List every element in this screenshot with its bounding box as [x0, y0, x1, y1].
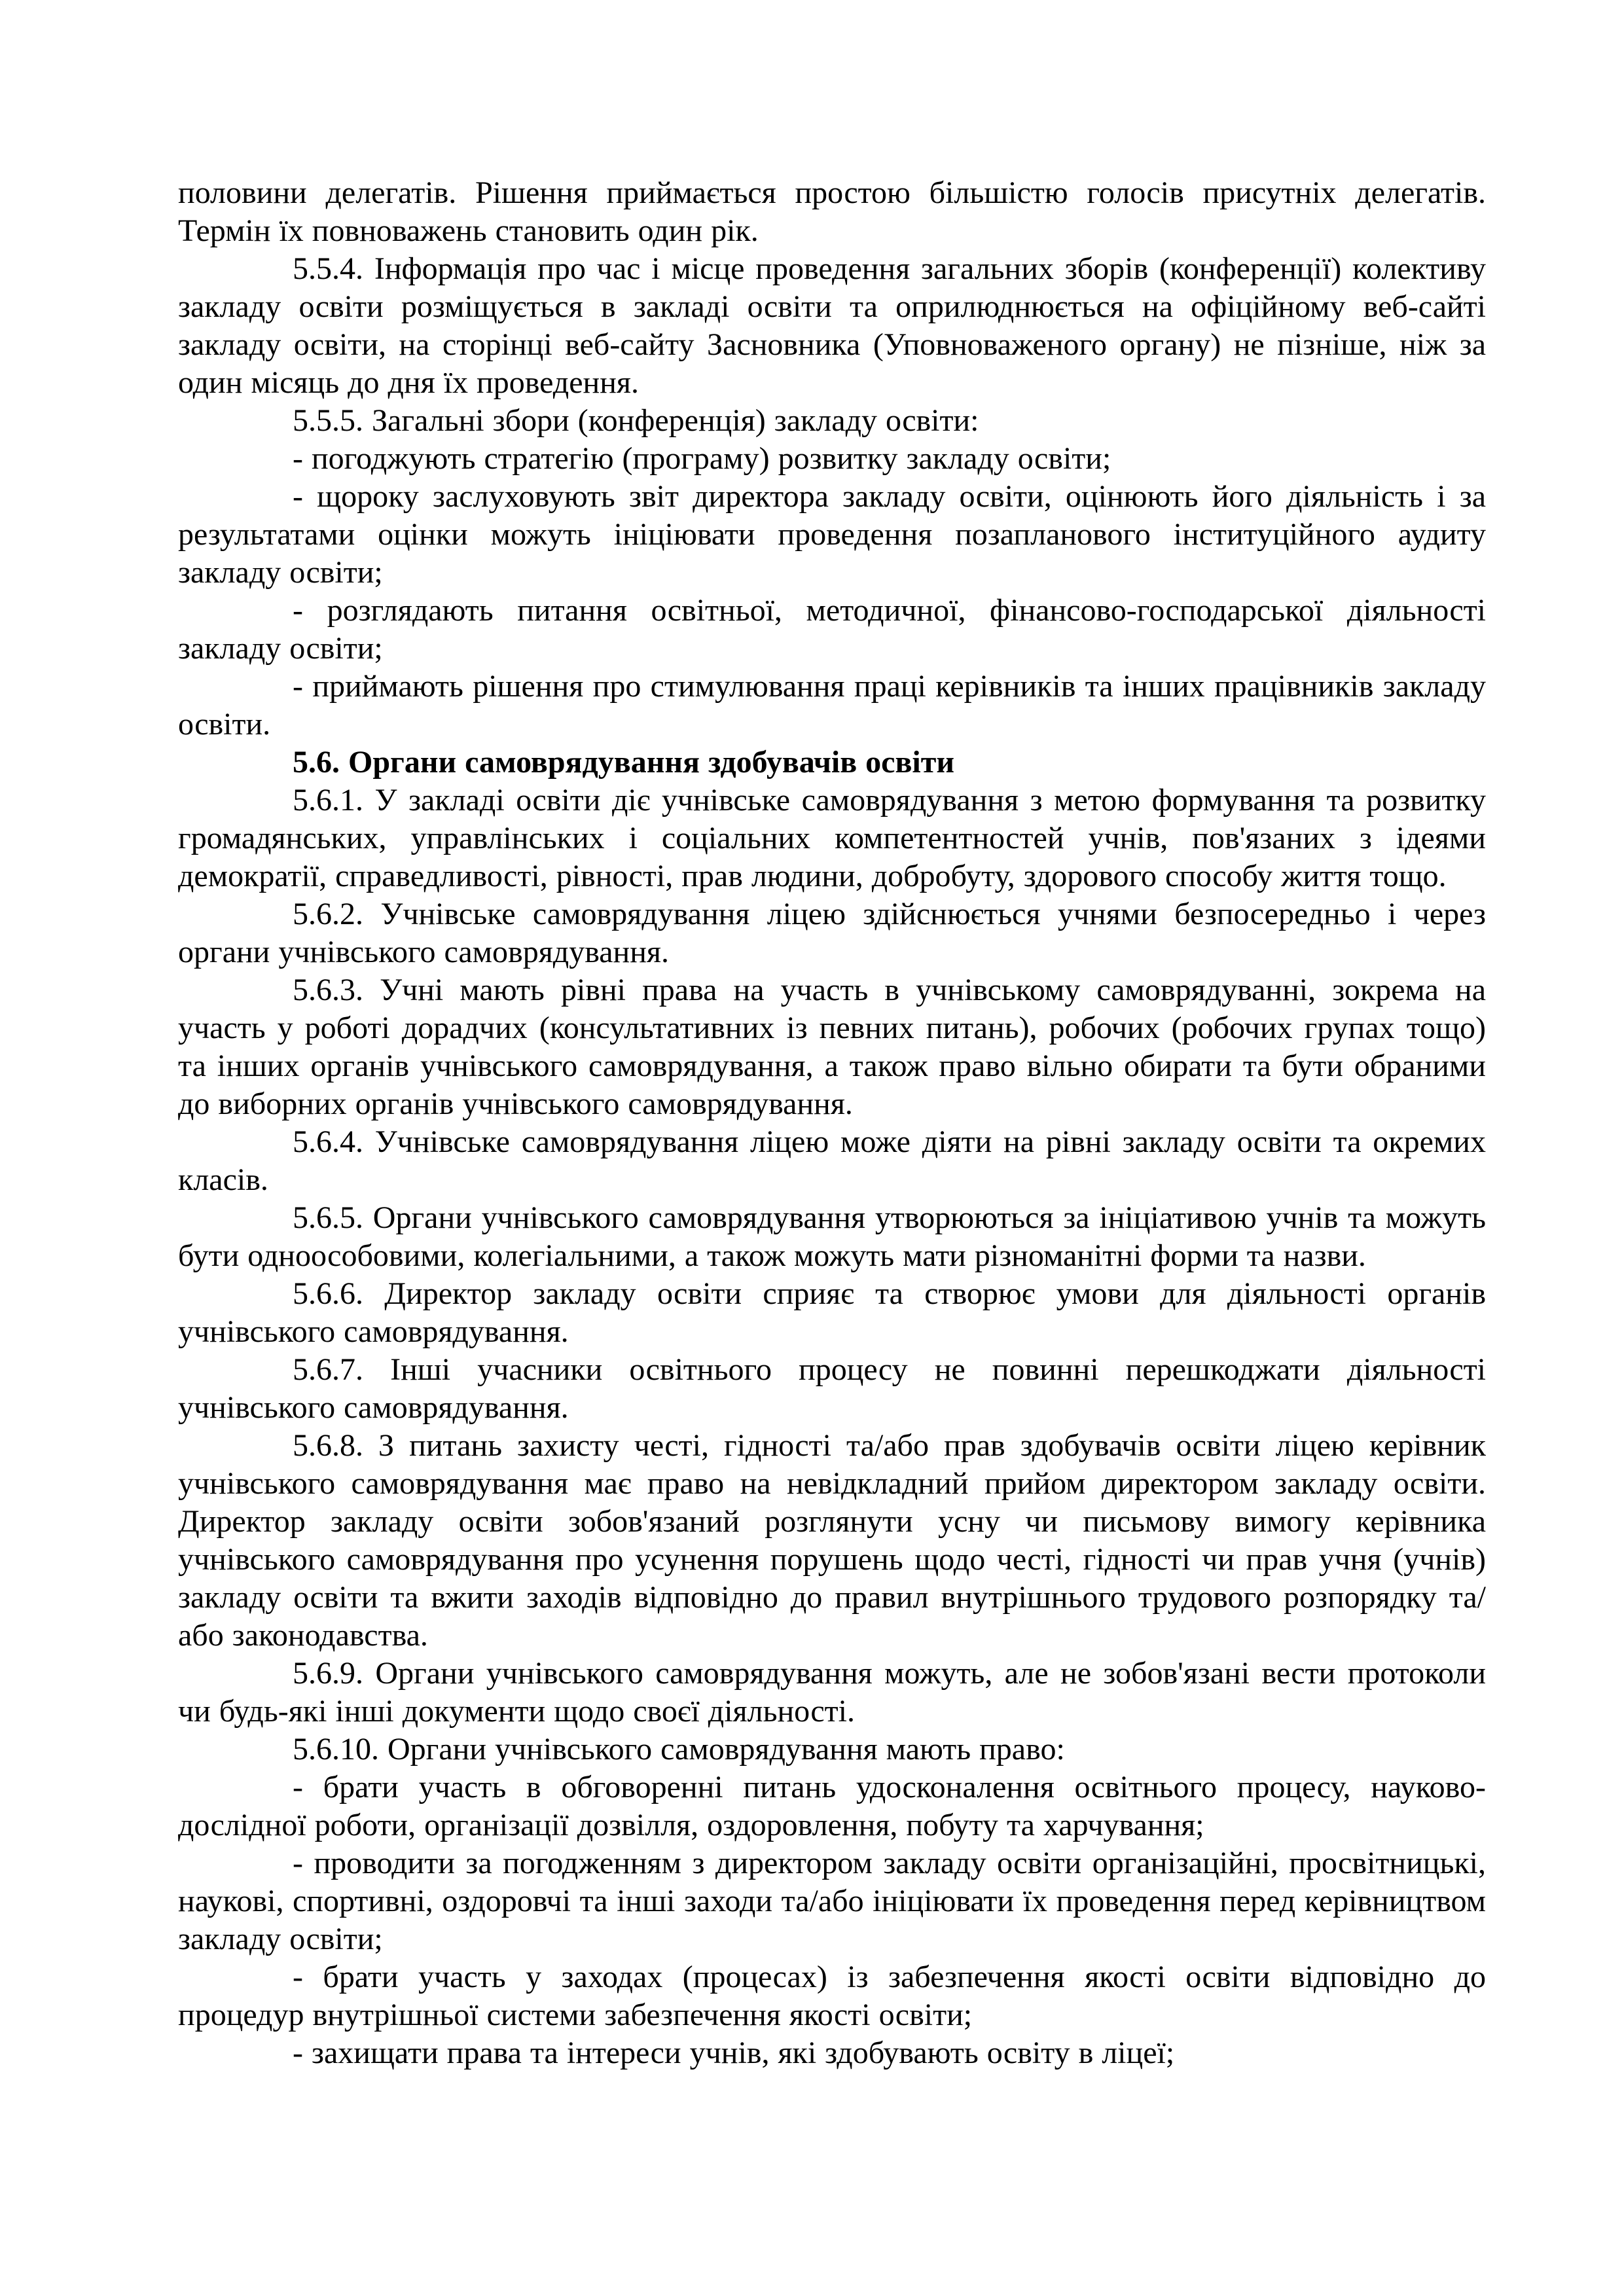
paragraph-5-6-8: 5.6.8. З питань захисту честі, гідності та/або прав здобувачів освіти ліцею керівник учнівського самоврядування має право на невідкладний прийом директором закладу освіти. Директор закладу освіти зобов'язаний розглянути усну чи письмову вимогу керівника учнівського самоврядування про усунення порушень щодо честі, гідності чи прав учня (учнів) закладу освіти та вжити заходів відповідно до правил внутрішнього трудового розпорядку та/або законодавства.	[178, 1428, 1486, 1653]
paragraph-5-6-2: 5.6.2. Учнівське самоврядування ліцею здійснюється учнями безпосередньо і через органи учнівського самоврядування.	[178, 897, 1486, 969]
list-item: - брати участь у заходах (процесах) із забезпечення якості освіти відповідно до процедур внутрішньої системи забезпечення якості освіти;	[178, 1960, 1486, 2032]
list-item: - розглядають питання освітньої, методичної, фінансово-господарської діяльності закладу освіти;	[178, 593, 1486, 666]
list-item: - щороку заслуховують звіт директора закладу освіти, оцінюють його діяльність і за результатами оцінки можуть ініціювати проведення позапланового інституційного аудиту закладу освіти;	[178, 479, 1486, 590]
list-item: - приймають рішення про стимулювання праці керівників та інших працівників закладу освіти.	[178, 669, 1486, 742]
document-body	[178, 174, 1486, 2072]
list-item: - проводити за погодженням з директором закладу освіти організаційні, просвітницькі, наукові, спортивні, оздоровчі та інші заходи та/або ініціювати їх проведення перед керівництвом закладу освіти;	[178, 1846, 1486, 1956]
section-heading-5-6: 5.6. Органи самоврядування здобувачів освіти	[293, 745, 954, 780]
paragraph-5-6-3: 5.6.3. Учні мають рівні права на участь в учнівському самоврядуванні, зокрема на участь у роботі дорадчих (консультативних із певних питань), робочих (робочих групах тощо) та інших органів учнівського самоврядування, а також право вільно обирати та бути обраними до виборних органів учнівського самоврядування.	[178, 973, 1486, 1121]
list-item: - брати участь в обговоренні питань удосконалення освітнього процесу, науково-дослідної роботи, організації дозвілля, оздоровлення, побуту та харчування;	[178, 1770, 1486, 1842]
paragraph-5-5-5: 5.5.5. Загальні збори (конференція) закладу освіти:	[293, 403, 979, 438]
list-item: - захищати права та інтереси учнів, які здобувають освіту в ліцеї;	[293, 2036, 1175, 2070]
paragraph-5-6-4: 5.6.4. Учнівське самоврядування ліцею може діяти на рівні закладу освіти та окремих класів.	[178, 1124, 1486, 1197]
list-item: - погоджують стратегію (програму) розвитку закладу освіти;	[293, 441, 1111, 476]
paragraph-5-6-7: 5.6.7. Інші учасники освітнього процесу не повинні перешкоджати діяльності учнівського самоврядування.	[178, 1352, 1486, 1425]
paragraph-5-6-6: 5.6.6. Директор закладу освіти сприяє та створює умови для діяльності органів учнівського самоврядування.	[178, 1276, 1486, 1349]
paragraph-5-6-5: 5.6.5. Органи учнівського самоврядування утворюються за ініціативою учнів та можуть бути одноособовими, колегіальними, а також можуть мати різноманітні форми та назви.	[178, 1200, 1486, 1273]
paragraph-5-5-4: 5.5.4. Інформація про час і місце проведення загальних зборів (конференції) колективу закладу освіти розміщується в закладі освіти та оприлюднюється на офіційному веб-сайті закладу освіти, на сторінці веб-сайту Засновника (Уповноваженого органу) не пізніше, ніж за один місяць до дня їх проведення.	[178, 251, 1486, 400]
paragraph-5-6-1: 5.6.1. У закладі освіти діє учнівське самоврядування з метою формування та розвитку громадянських, управлінських і соціальних компетентностей учнів, пов'язаних з ідеями демократії, справедливості, рівності, прав людини, добробуту, здорового способу життя тощо.	[178, 783, 1486, 893]
paragraph-5-6-9: 5.6.9. Органи учнівського самоврядування можуть, але не зобов'язані вести протоколи чи будь-які інші документи щодо своєї діяльності.	[178, 1656, 1486, 1729]
paragraph-continuation: половини делегатів. Рішення приймається простою більшістю голосів присутніх делегатів. Термін їх повноважень становить один рік.	[178, 175, 1486, 248]
paragraph-5-6-10: 5.6.10. Органи учнівського самоврядування мають право:	[293, 1732, 1065, 1767]
